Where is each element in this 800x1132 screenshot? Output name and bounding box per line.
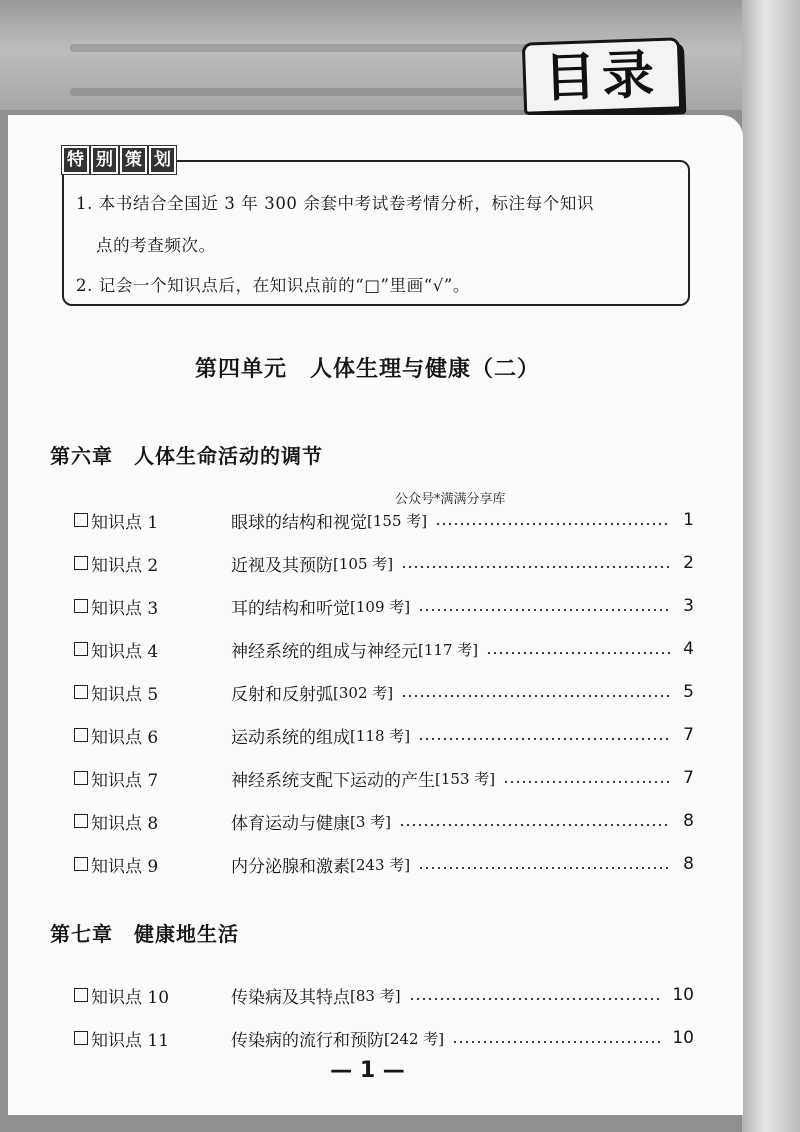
knowledge-point-label: 知识点 3: [91, 598, 159, 619]
knowledge-point-label: 知识点 1: [91, 512, 159, 533]
toc-entry[interactable]: [74, 634, 694, 664]
page-number: 4: [683, 639, 694, 659]
knowledge-point-label: 知识点 9: [91, 856, 159, 877]
exam-count: [118 考]: [350, 726, 411, 745]
exam-count: [242 考]: [384, 1029, 445, 1048]
tab-char: 策: [120, 146, 147, 174]
exam-count: [117 考]: [418, 640, 479, 659]
toc-entry[interactable]: [74, 720, 694, 750]
knowledge-point-label: 知识点 7: [91, 770, 159, 791]
knowledge-point-label: 知识点 8: [91, 813, 159, 834]
contents-title-tag: [522, 37, 682, 114]
leader-dots: [435, 523, 670, 525]
checkbox-icon[interactable]: [74, 1031, 88, 1045]
leader-dots: [418, 609, 670, 611]
leader-dots: [401, 566, 670, 568]
leader-dots: [399, 824, 670, 826]
checkbox-icon[interactable]: [74, 814, 88, 828]
page-number: 10: [672, 1028, 694, 1048]
page-number: 1: [683, 510, 694, 530]
leader-dots: [418, 738, 670, 740]
footer-page-number: — 1 —: [330, 1058, 405, 1083]
chapter-title: 第七章 健康地生活: [50, 922, 239, 946]
leader-dots: [418, 867, 670, 869]
knowledge-point-label: 知识点 2: [91, 555, 159, 576]
knowledge-point-label: 知识点 4: [91, 641, 159, 662]
entry-title: 耳的结构和听觉: [231, 598, 350, 619]
leader-dots: [409, 998, 662, 1000]
page-number: 2: [683, 553, 694, 573]
leader-dots: [503, 781, 670, 783]
note-line-2: 2. 记会一个知识点后，在知识点前的“□”里画“√”。: [76, 276, 471, 295]
toc-entry[interactable]: [74, 763, 694, 793]
page-number: 3: [683, 596, 694, 616]
entry-title: 体育运动与健康: [231, 813, 350, 834]
exam-count: [302 考]: [333, 683, 394, 702]
toc-entry[interactable]: [74, 677, 694, 707]
exam-count: [153 考]: [435, 769, 496, 788]
toc-entry[interactable]: [74, 505, 694, 535]
checkbox-icon[interactable]: [74, 642, 88, 656]
page-number: 8: [683, 854, 694, 874]
knowledge-point-label: 知识点 11: [91, 1030, 170, 1051]
leader-dots: [401, 695, 670, 697]
entry-title: 反射和反射弧: [231, 684, 333, 705]
exam-count: [83 考]: [350, 986, 401, 1005]
watermark-text: 公众号*满满分享库: [395, 492, 506, 507]
entry-title: 眼球的结构和视觉: [231, 512, 367, 533]
exam-count: [155 考]: [367, 511, 428, 530]
checkbox-icon[interactable]: [74, 857, 88, 871]
entry-title: 神经系统的组成与神经元: [231, 641, 418, 662]
toc-entry[interactable]: [74, 806, 694, 836]
checkbox-icon[interactable]: [74, 771, 88, 785]
knowledge-point-label: 知识点 6: [91, 727, 159, 748]
entry-title: 神经系统支配下运动的产生: [231, 770, 435, 791]
unit-title: 第四单元 人体生理与健康（二）: [194, 357, 540, 382]
chapter-title: 第六章 人体生命活动的调节: [50, 444, 323, 468]
exam-count: [105 考]: [333, 554, 394, 573]
note-line-1-cont: 点的考查频次。: [96, 236, 216, 255]
exam-count: [109 考]: [350, 597, 411, 616]
entry-title: 传染病及其特点: [231, 987, 350, 1008]
entry-title: 近视及其预防: [231, 555, 333, 576]
leader-dots: [452, 1041, 662, 1043]
checkbox-icon[interactable]: [74, 599, 88, 613]
checkbox-icon[interactable]: [74, 556, 88, 570]
page-number: 8: [683, 811, 694, 831]
checkbox-icon[interactable]: [74, 685, 88, 699]
note-line-1: 1. 本书结合全国近 3 年 300 余套中考试卷考情分析，标注每个知识: [76, 194, 595, 213]
entry-title: 运动系统的组成: [231, 727, 350, 748]
page-number: 7: [683, 725, 694, 745]
entry-title: 内分泌腺和激素: [231, 856, 350, 877]
tab-char: 划: [149, 146, 176, 174]
knowledge-point-label: 知识点 10: [91, 987, 170, 1008]
entry-title: 传染病的流行和预防: [231, 1030, 384, 1051]
tab-char: 特: [62, 146, 89, 174]
page-number: 7: [683, 768, 694, 788]
exam-count: [243 考]: [350, 855, 411, 874]
page-number: 10: [672, 985, 694, 1005]
leader-dots: [486, 652, 670, 654]
toc-entry[interactable]: [74, 849, 694, 879]
toc-entry[interactable]: [74, 548, 694, 578]
checkbox-icon[interactable]: [74, 728, 88, 742]
next-page-edge: [742, 0, 800, 1132]
toc-entry[interactable]: [74, 1023, 694, 1053]
checkbox-icon[interactable]: [74, 988, 88, 1002]
tab-char: 别: [91, 146, 118, 174]
exam-count: [3 考]: [350, 812, 392, 831]
toc-entry[interactable]: [74, 980, 694, 1010]
page-number: 5: [683, 682, 694, 702]
toc-entry[interactable]: [74, 591, 694, 621]
special-note-tab: [62, 146, 178, 174]
checkbox-icon[interactable]: [74, 513, 88, 527]
special-note-box: [62, 150, 690, 306]
contents-title: 目录: [543, 44, 662, 110]
knowledge-point-label: 知识点 5: [91, 684, 159, 705]
